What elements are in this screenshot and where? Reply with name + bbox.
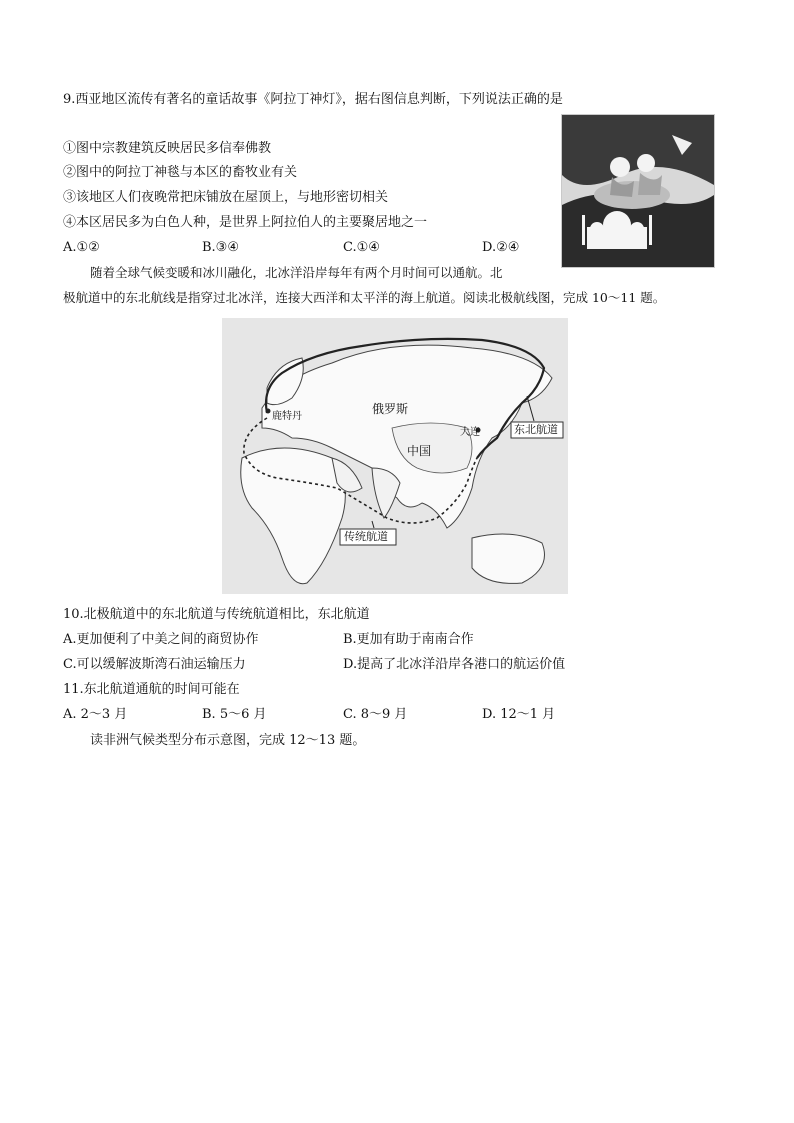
q9-option-b: B.③④ <box>202 240 239 255</box>
q10-option-a: A.更加便利了中美之间的商贸协作 <box>63 632 259 647</box>
aladdin-illustration <box>561 114 715 268</box>
map-label-traditional-route: 传统航道 <box>344 530 388 543</box>
africa-intro: 读非洲气候类型分布示意图，完成 12～13 题。 <box>90 733 366 748</box>
map-label-china: 中国 <box>407 444 432 458</box>
map-label-dalian: 大连 <box>460 427 480 438</box>
q9-item-3: ③该地区人们夜晚常把床铺放在屋顶上，与地形密切相关 <box>63 190 389 205</box>
q10-option-c: C.可以缓解波斯湾石油运输压力 <box>63 657 246 672</box>
map-label-russia: 俄罗斯 <box>372 402 409 416</box>
q9-option-c: C.①④ <box>343 240 380 255</box>
q11-option-c: C. 8～9 月 <box>343 707 408 722</box>
arctic-intro-line1: 随着全球气候变暖和冰川融化，北冰洋沿岸每年有两个月时间可以通航。北 <box>90 265 503 280</box>
map-label-rotterdam: 鹿特丹 <box>272 411 302 422</box>
q11-stem: 11.东北航道通航的时间可能在 <box>63 682 240 697</box>
arctic-intro-line2: 极航道中的东北航线是指穿过北冰洋，连接大西洋和太平洋的海上航道。阅读北极航线图，完成 10～11 题。 <box>63 290 666 305</box>
q9-item-4: ④本区居民多为白色人种，是世界上阿拉伯人的主要聚居地之一 <box>63 215 428 230</box>
q9-option-d: D.②④ <box>482 240 520 255</box>
q11-option-b: B. 5～6 月 <box>202 707 267 722</box>
q10-stem: 10.北极航道中的东北航道与传统航道相比，东北航道 <box>63 607 370 622</box>
q9-stem: 9.西亚地区流传有著名的童话故事《阿拉丁神灯》，据右图信息判断，下列说法正确的是 <box>63 92 563 107</box>
q11-option-a: A. 2～3 月 <box>63 707 128 722</box>
arctic-route-map <box>222 318 568 594</box>
q11-option-d: D. 12～1 月 <box>482 707 556 722</box>
q10-option-d: D.提高了北冰洋沿岸各港口的航运价值 <box>343 657 566 672</box>
q9-option-a: A.①② <box>63 240 100 255</box>
q9-item-1: ①图中宗教建筑反映居民多信奉佛教 <box>63 141 272 156</box>
q10-option-b: B.更加有助于南南合作 <box>343 632 474 647</box>
q9-item-2: ②图中的阿拉丁神毯与本区的畜牧业有关 <box>63 165 298 180</box>
map-label-northeast-route: 东北航道 <box>514 423 558 436</box>
